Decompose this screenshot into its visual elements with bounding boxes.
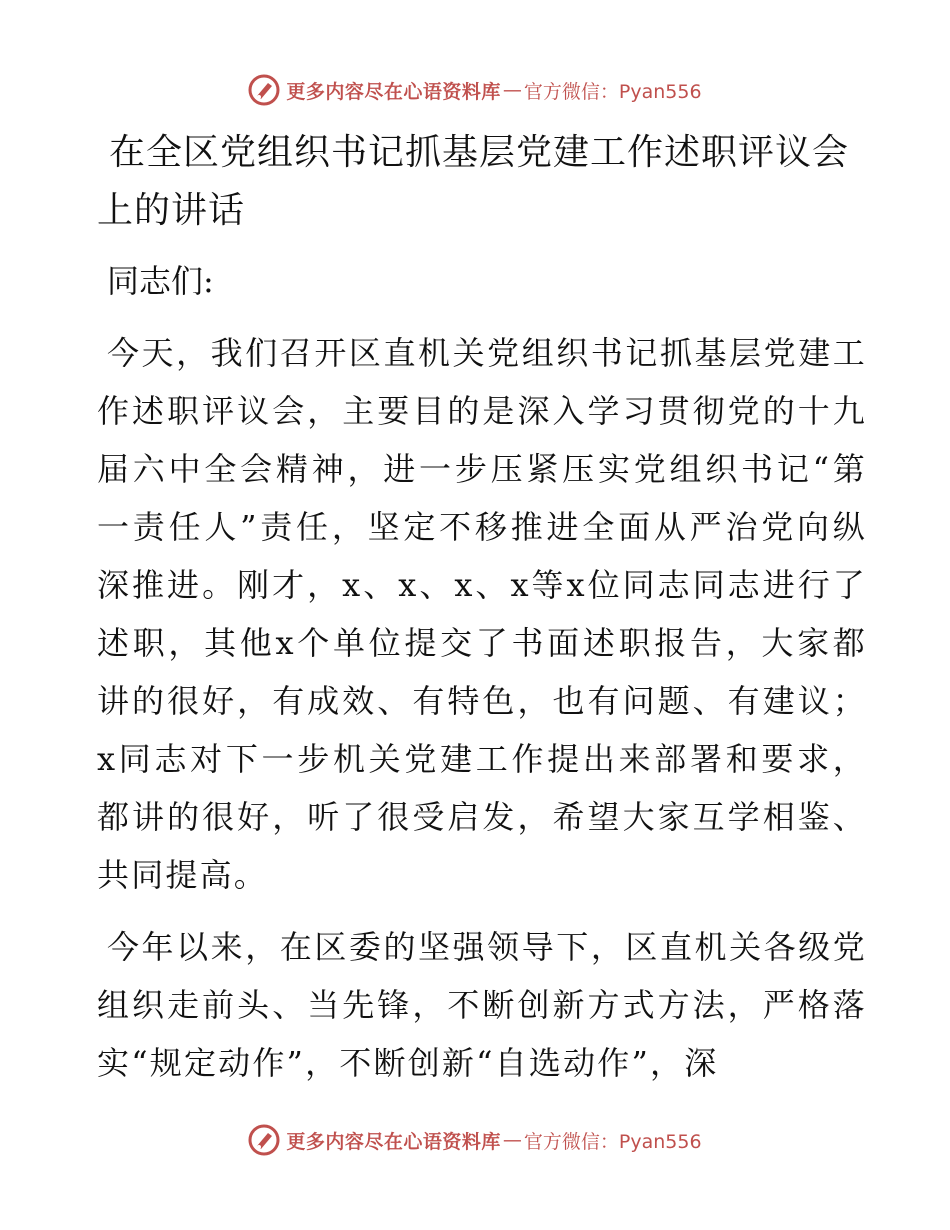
pen-logo-icon: [248, 74, 280, 106]
footer-separator: —: [502, 1129, 522, 1151]
paragraph-2: 今年以来，在区委的坚强领导下，区直机关各级党组织走前头、当先锋，不断创新方式方法，严格落实“规定动作”，不断创新“自选动作”，深: [97, 928, 867, 1082]
footer-watermark-banner: [0, 1120, 950, 1160]
footer-wechat-text: 官方微信：Pyan556: [523, 1130, 702, 1153]
pen-logo-icon: [248, 1124, 280, 1156]
document-title: 在全区党组织书记抓基层党建工作述职评议会上的讲话: [97, 132, 850, 231]
footer-brand-text: 更多内容尽在心语资料库: [286, 1130, 501, 1153]
header-separator: —: [502, 79, 522, 101]
document-body: [97, 118, 867, 1092]
header-wechat-text: 官方微信：Pyan556: [523, 80, 702, 103]
paragraph-1: 今天，我们召开区直机关党组织书记抓基层党建工作述职评议会，主要目的是深入学习贯彻党的十九届六中全会精神，进一步压紧压实党组织书记“第一责任人”责任，坚定不移推进全面从严治党向纵深推进。刚才，x、x、x、x等x位同志同志进行了述职，其他x个单位提交了书面述职报告，大家都讲的很好，有成效、有特色，也有问题、有建议；x同志对下一步机关党建工作提出来部署和要求，都讲的很好，听了很受启发，希望大家互学相鉴、共同提高。: [97, 334, 867, 894]
header-brand-text: 更多内容尽在心语资料库: [286, 80, 501, 103]
header-watermark-banner: [0, 70, 950, 110]
document-greeting: 同志们:: [107, 262, 214, 300]
